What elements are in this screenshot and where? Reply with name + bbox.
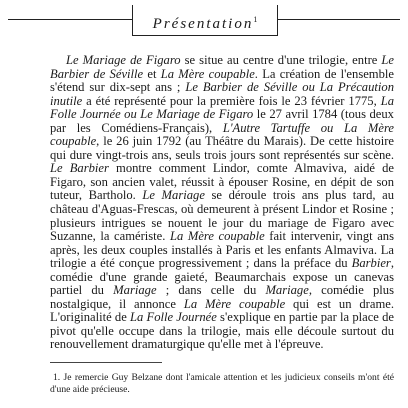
text-span: se déroule trois ans plus tard, au château d'Aguas-Frescas, où demeurent à présent Lindor et Rosine ; plusieurs intrigues se nouent le jour du mariage de Figaro avec Suzanne, la camériste. <box>50 188 394 244</box>
text-span: Mariage <box>265 283 309 298</box>
text-span: s'explique en partie par la place de pivot qu'elle occupe dans la trilogie, mais elle découle surtout du renouvellement dramaturgique qu'elle met à l'épreuve. <box>50 310 394 352</box>
text-span: se situe au centre d'une trilogie, entre <box>180 53 382 67</box>
text-span: et <box>143 66 161 81</box>
text-span: a été représenté pour la première fois le 23 février 1775, <box>82 93 381 108</box>
page-title-text: Présentation <box>152 16 254 32</box>
header-rule-right <box>278 19 400 20</box>
page-title <box>153 16 258 32</box>
text-span: Mariage <box>113 283 157 298</box>
text-span: montre comment Lindor, comte Almaviva, aidé de Figaro, son ancien valet, réussit à épouser Rosine, en dépit de son tuteur, Bartholo. <box>50 161 394 203</box>
header-box <box>132 5 278 36</box>
text-span: qui est un drame. L'originalité de <box>50 296 394 325</box>
text-span: Barbier <box>351 256 391 271</box>
text-span: . La création de l'ensemble s'étend sur dix-sept ans ; <box>50 66 394 95</box>
footnote-separator <box>50 362 162 363</box>
text-span: Le Mariage <box>142 188 205 203</box>
text-span: La Mère coupable <box>183 296 286 311</box>
footnote: 1. Je remercie Guy Belzane dont l'amicale attention et les judicieux conseils m'ont été d'une aide précieuse. <box>50 372 394 395</box>
text-span: , comédie plus nostalgique, il annonce <box>50 283 394 311</box>
text-span: L'Autre Tartuffe ou La Mère coupable <box>50 120 394 149</box>
text-span: La Folle Journée ou Le Mariage de Figaro <box>50 93 394 122</box>
text-span: , le 26 juin 1792 (au Théâtre du Marais). De cette histoire qui dure vingt-trois ans, seuls trois jours sont représentés sur scène. <box>50 134 394 162</box>
header-rule-left <box>8 19 132 20</box>
text-span: Le Barbier <box>50 161 109 176</box>
text-span: La Folle Journée <box>130 310 217 325</box>
text-span: La Mère coupable <box>169 229 265 244</box>
footnote-marker: 1 <box>253 15 258 24</box>
text-span: Le Barbier de Séville ou La Précaution inutile <box>50 80 394 108</box>
text-span: ; dans celle du <box>156 283 266 298</box>
text-span: fait intervenir, vingt ans après, les deux couples installés à Paris et les enfants Almaviva. La trilogie a été conçue progressivement ; dans la préface du <box>50 229 394 271</box>
body-paragraph <box>50 54 394 352</box>
text-span: La Mère coupable <box>160 66 255 81</box>
text-span: le 27 avril 1784 (tous deux par les Comédiens-Français), <box>50 107 394 135</box>
text-span: Le Barbier de Séville <box>50 53 395 81</box>
text-span: Le Mariage de Figaro <box>66 53 181 67</box>
text-span: , comédie d'une grande gaieté, Beaumarchais expose un canevas partiel du <box>50 256 394 298</box>
